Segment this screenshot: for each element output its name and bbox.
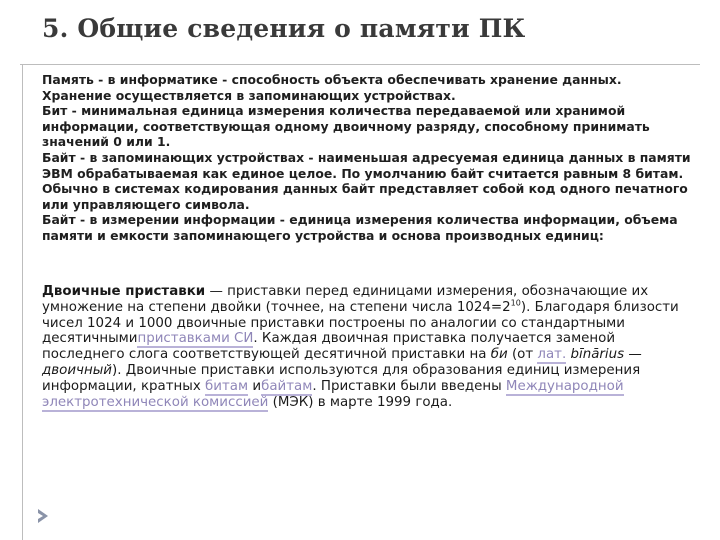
definition-bit: Бит - минимальная единица измерения количества передаваемой или хранимой информации, соответствующая одному двоичному разряду, способному принимать значений 0 или 1. [42,103,650,150]
text-run: . Приставки были введены [312,378,506,394]
definition-memory: Память - в информатике - способность объекта обеспечивать хранение данных. Хранение осуществляется в запоминающих устройствах. [42,72,622,103]
text-run: и [248,378,262,394]
link-iec[interactable]: Международной электротехнической комиссией [42,378,624,410]
binarius-term: bīnārius — двоичный [42,347,642,378]
link-latin[interactable]: лат. [537,347,567,363]
binary-prefixes-term: Двоичные приставки [42,284,206,299]
link-bytes[interactable]: байтам [261,378,313,394]
exponent: 10 [510,298,521,308]
text-run: ). Двоичные приставки используются для образования единиц измерения информации, кратных [42,362,641,394]
bi-term: би [490,347,508,363]
chevron-right-icon [36,508,50,524]
text-run: ). Благодаря близости чисел 1024 и 1000 двоичные приставки построены по аналогии со стандартными десятичными [42,299,679,347]
vertical-divider [22,64,23,540]
horizontal-divider [20,64,700,65]
definition-byte-storage: Байт - в запоминающих устройствах - наименьшая адресуемая единица данных в памяти ЭВМ обрабатываемая как единое целое. По умолчанию байт считается равным 8 битам. Обычно в системах кодирования данных байт представляет собой код одного печатного или управляющего символа. [42,149,691,212]
text-run: . Каждая двоичная приставка получается заменой последнего слога соответствующей десятичной приставки на [42,331,616,363]
link-si-prefixes[interactable]: приставками СИ [137,331,254,347]
binary-prefixes-paragraph [42,284,682,410]
link-bits[interactable]: битам [205,378,249,394]
slide-title: 5. Общие сведения о памяти ПК [42,14,526,43]
definition-byte-measure: Байт - в измерении информации - единица измерения количества информации, объема памяти и емкости запоминающего устройства и основа производных единиц: [42,212,678,243]
definitions-block [42,72,692,244]
text-run: (от [507,347,538,363]
text-run: (МЭК) в марте 1999 года. [268,394,453,410]
text-run: — приставки перед единицами измерения, обозначающие их умножение на степени двойки (точнее, на степени числа 1024=2 [42,284,649,315]
